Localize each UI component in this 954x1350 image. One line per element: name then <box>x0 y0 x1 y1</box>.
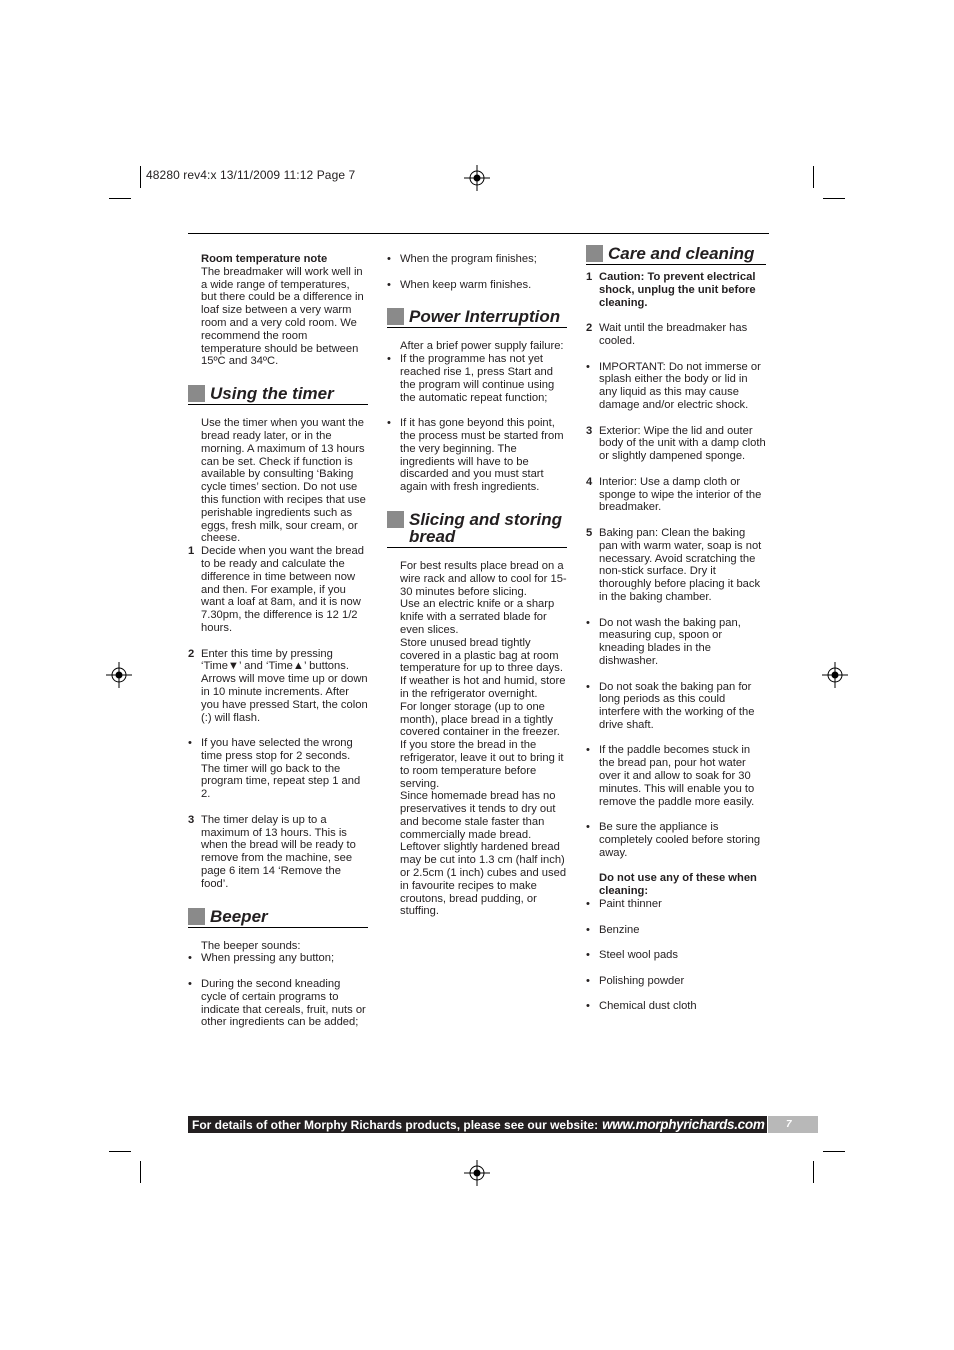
slicing-paragraph: Store unused bread tightly covered in a plastic bag at room temperature for up to three days. If weather is hot and humid, store in the refrigerator overnight. <box>400 636 566 700</box>
item-text: Baking pan: Clean the baking pan with warm water, soap is not necessary. Avoid scratching the non-stick surface. Dry it thoroughly before placing it back in the baking chamber. <box>599 526 762 603</box>
section-heading-slicing <box>387 511 567 548</box>
registration-mark-icon <box>464 165 490 191</box>
bullet-marker: • <box>387 278 391 291</box>
page-number-box <box>768 1116 818 1133</box>
bullet-marker: • <box>586 949 590 962</box>
list-item <box>586 975 766 988</box>
item-text: IMPORTANT: Do not immerse or splash either the body or lid in any liquid as this may cause damage and/or electric shock. <box>599 360 761 411</box>
care-heading: Care and cleaning <box>608 244 755 263</box>
bullet-marker: • <box>387 253 391 265</box>
bullet-marker: • <box>586 923 590 936</box>
item-marker: 5 <box>586 526 593 539</box>
slicing-paragraph: Use an electric knife or a sharp knife with a serrated blade for even slices. <box>400 598 555 636</box>
crop-mark <box>109 198 131 199</box>
item-marker: 3 <box>188 813 195 826</box>
item-text: If you have selected the wrong time press stop for 2 seconds. The timer will go back to the program time, repeat step 1 and 2. <box>201 737 361 801</box>
list-item <box>586 949 766 962</box>
beeper-heading: Beeper <box>210 906 268 926</box>
list-item <box>586 1000 766 1013</box>
list-item <box>387 353 567 404</box>
bullet-marker: • <box>586 360 590 373</box>
bullet-marker: • <box>586 898 590 911</box>
bullet-marker: • <box>586 616 590 629</box>
section-heading-beeper <box>188 908 368 928</box>
crop-mark <box>823 198 845 199</box>
column-middle <box>387 253 567 918</box>
timer-heading: Using the timer <box>210 384 334 404</box>
heading-square-icon <box>188 908 205 925</box>
list-item <box>387 417 567 494</box>
item-text: Paint thinner <box>599 898 662 911</box>
section-heading-power <box>387 308 567 328</box>
crop-mark <box>813 166 814 188</box>
slicing-heading-line1: Slicing and storing <box>409 509 563 529</box>
power-heading: Power Interruption <box>409 307 561 327</box>
bullet-marker: • <box>188 737 192 750</box>
item-text: When keep warm finishes. <box>400 278 532 291</box>
list-item <box>387 253 567 266</box>
list-item <box>586 476 766 514</box>
list-item <box>586 425 766 463</box>
print-slug: 48280 rev4:x 13/11/2009 11:12 Page 7 <box>146 168 356 182</box>
bullet-marker: • <box>188 978 192 991</box>
item-text: Be sure the appliance is completely cooled before storing away. <box>599 821 761 859</box>
room-temperature-title: Room temperature note <box>201 253 328 265</box>
list-item <box>586 527 766 604</box>
item-marker: 3 <box>586 424 593 437</box>
item-text: Enter this time by pressing ‘Time▼’ and ‘Time▲’ buttons. Arrows will move time up or down in 10 minute increments. After you have pressed Start, the colon (:) will flash. <box>201 647 368 724</box>
list-item <box>586 617 766 668</box>
section-heading-timer <box>188 385 368 405</box>
bullet-marker: • <box>387 353 391 366</box>
item-marker: 1 <box>188 545 195 558</box>
page-number: 7 <box>786 1119 792 1130</box>
heading-square-icon <box>387 308 404 325</box>
heading-square-icon <box>387 511 404 528</box>
slicing-paragraph: Since homemade bread has no preservatives it tends to dry out and become stale faster than commercially made bread. <box>400 790 556 841</box>
list-item <box>188 545 368 635</box>
bullet-marker: • <box>586 974 590 987</box>
item-text: Chemical dust cloth <box>599 1000 697 1013</box>
room-temperature-text: The breadmaker will work well in a wide range of temperatures, but there could be a difference in loaf size between a very warm room and a very cold room. We recommend the room temperature should be between 15ºC and 34ºC. <box>201 265 364 368</box>
website-link[interactable]: www.morphyrichards.com <box>602 1117 765 1132</box>
item-text: The timer delay is up to a maximum of 13 hours. This is when the bread will be ready to remove from the machine, see page 6 item 14 ‘Remove the food’. <box>201 813 356 890</box>
slicing-paragraph: Leftover slightly hardened bread may be cut into 1.3 cm (half inch) or 2.5cm (1 inch) cubes and used in favourite recipes to make croutons, bread pudding, or stuffing. <box>400 841 567 918</box>
item-text: When the program finishes; <box>400 253 537 265</box>
item-marker: 1 <box>586 271 593 283</box>
item-text: Decide when you want the bread to be ready and calculate the difference in time between now and then. For example, if you want a loaf at 8am, and it is now 7.30pm, the difference is 12 1/2 hours. <box>201 545 364 634</box>
crop-mark <box>140 166 141 188</box>
heading-square-icon <box>586 245 603 262</box>
item-text: Steel wool pads <box>599 949 678 962</box>
slicing-paragraph: For longer storage (up to one month), place bread in a tightly covered container in the freezer. <box>400 700 560 739</box>
bullet-marker: • <box>586 821 590 834</box>
crop-mark <box>823 1151 845 1152</box>
list-item <box>586 322 766 348</box>
item-text: Caution: To prevent electrical shock, unplug the unit before cleaning. <box>599 271 756 309</box>
item-text: Do not wash the baking pan, measuring cup, spoon or kneading blades in the dishwasher. <box>599 616 741 667</box>
item-text: If the paddle becomes stuck in the bread pan, pour hot water over it and allow to soak for 30 minutes. This will enable you to remove the paddle more easily. <box>599 744 755 808</box>
item-text: Wait until the breadmaker has cooled. <box>599 322 748 347</box>
item-text: When pressing any button; <box>201 952 335 965</box>
slicing-heading-line2: bread <box>409 526 456 546</box>
bullet-marker: • <box>586 680 590 693</box>
bullet-marker: • <box>586 1000 590 1013</box>
list-item <box>586 681 766 732</box>
list-item <box>586 271 766 309</box>
crop-mark <box>109 1151 131 1152</box>
bullet-marker: • <box>188 952 192 965</box>
crop-mark <box>813 1161 814 1183</box>
list-item <box>188 978 368 1029</box>
list-item <box>586 361 766 412</box>
item-text: Polishing powder <box>599 974 685 987</box>
footer-text: For details of other Morphy Richards products, please see our website: <box>192 1118 599 1132</box>
item-text: If the programme has not yet reached rise 1, press Start and the program will continue using the automatic repeat function; <box>400 353 555 404</box>
list-item <box>188 648 368 725</box>
item-text: If it has gone beyond this point, the process must be started from the very beginning. The ingredients will have to be discarded and you must start again with fresh ingredients. <box>400 417 564 494</box>
list-item <box>387 279 567 292</box>
item-text: Exterior: Wipe the lid and outer body of the unit with a damp cloth or slightly dampened sponge. <box>599 424 766 463</box>
section-heading-care <box>586 245 766 265</box>
item-text: Do not soak the baking pan for long periods as this could interfere with the working of the drive shaft. <box>599 680 755 731</box>
item-marker: 2 <box>188 647 195 660</box>
item-text: During the second kneading cycle of certain programs to indicate that cereals, fruit, nuts or other ingredients can be added; <box>201 978 366 1029</box>
bullet-marker: • <box>586 744 590 757</box>
column-right <box>586 241 766 1026</box>
slicing-paragraph: If you store the bread in the refrigerator, leave it out to bring it to room temperature before serving. <box>400 739 564 790</box>
list-item <box>188 952 368 965</box>
list-item <box>586 898 766 911</box>
item-marker: 2 <box>586 322 593 335</box>
timer-intro: Use the timer when you want the bread ready later, or in the morning. A maximum of 13 hours can be set. Check if function is available by consulting ‘Baking cycle times’ section. Do not use this function with recipes that use perishable ingredients such as eggs, fresh milk, sour cream, or cheese. <box>201 417 366 545</box>
list-item <box>188 737 368 801</box>
item-marker: 4 <box>586 475 593 488</box>
item-text: Interior: Use a damp cloth or sponge to wipe the interior of the breadmaker. <box>599 475 762 514</box>
column-left <box>188 253 368 1042</box>
list-item <box>586 821 766 859</box>
registration-mark-icon <box>464 1160 490 1186</box>
slicing-heading <box>409 511 567 547</box>
list-item <box>188 814 368 891</box>
list-item <box>586 744 766 808</box>
bullet-marker: • <box>387 417 391 430</box>
item-text: Benzine <box>599 923 640 936</box>
top-rule <box>188 233 769 234</box>
slicing-paragraph: For best results place bread on a wire rack and allow to cool for 15-30 minutes before slicing. <box>400 559 567 598</box>
crop-mark <box>140 1161 141 1183</box>
room-temperature-note <box>188 253 368 368</box>
registration-mark-icon <box>822 662 848 688</box>
footer-bar <box>188 1116 767 1133</box>
heading-square-icon <box>188 385 205 402</box>
power-intro: After a brief power supply failure: <box>400 340 564 353</box>
registration-mark-icon <box>106 662 132 688</box>
do-not-use-heading: Do not use any of these when cleaning: <box>599 872 757 898</box>
list-item <box>586 924 766 937</box>
beeper-intro: The beeper sounds: <box>201 939 301 952</box>
